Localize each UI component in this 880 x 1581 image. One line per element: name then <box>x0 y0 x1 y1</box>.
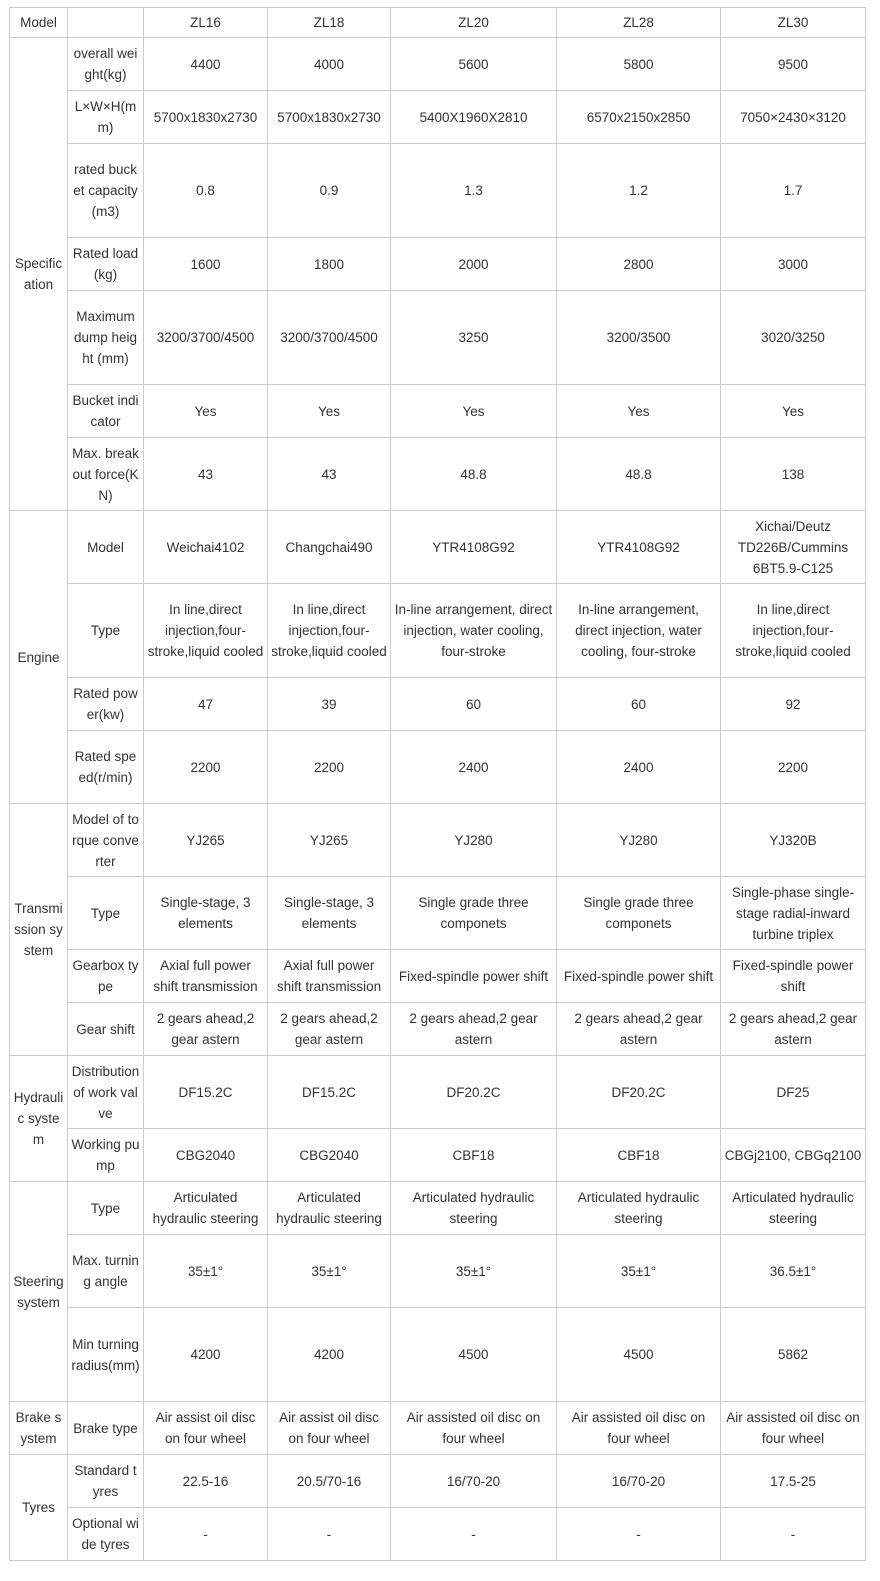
row-label: Type <box>68 584 144 678</box>
value-cell: 22.5-16 <box>144 1455 268 1508</box>
value-cell: Yes <box>557 385 721 438</box>
value-cell: 2000 <box>391 238 557 291</box>
value-cell: CBG2040 <box>268 1129 391 1182</box>
header-row <box>10 8 866 38</box>
value-cell: YJ265 <box>144 804 268 877</box>
table-row <box>10 511 866 584</box>
value-cell: Air assisted oil disc on four wheel <box>391 1402 557 1455</box>
spec-body <box>10 38 866 1561</box>
value-cell: 4200 <box>144 1308 268 1402</box>
value-cell: YJ265 <box>268 804 391 877</box>
table-row <box>10 91 866 144</box>
value-cell: 5700x1830x2730 <box>268 91 391 144</box>
value-cell: DF25 <box>721 1056 866 1129</box>
value-cell: Yes <box>391 385 557 438</box>
value-cell: 36.5±1° <box>721 1235 866 1308</box>
table-row <box>10 877 866 950</box>
row-label: Standard tyres <box>68 1455 144 1508</box>
value-cell: - <box>391 1508 557 1561</box>
value-cell: Axial full power shift transmission <box>144 950 268 1003</box>
value-cell: 3200/3700/4500 <box>144 291 268 385</box>
value-cell: Single grade three componets <box>391 877 557 950</box>
table-row <box>10 584 866 678</box>
value-cell: Yes <box>144 385 268 438</box>
value-cell: CBF18 <box>557 1129 721 1182</box>
value-cell: 2 gears ahead,2 gear astern <box>721 1003 866 1056</box>
value-cell: 2 gears ahead,2 gear astern <box>144 1003 268 1056</box>
value-cell: DF20.2C <box>557 1056 721 1129</box>
value-cell: 2400 <box>391 731 557 804</box>
header-model-zl16: ZL16 <box>144 8 268 38</box>
group-label: Brake system <box>10 1402 68 1455</box>
row-label: Type <box>68 1182 144 1235</box>
value-cell: 47 <box>144 678 268 731</box>
table-row <box>10 1003 866 1056</box>
header-model-zl18: ZL18 <box>268 8 391 38</box>
table-row <box>10 144 866 238</box>
value-cell: Single-phase single-stage radial-inward turbine triplex <box>721 877 866 950</box>
value-cell: 39 <box>268 678 391 731</box>
table-row <box>10 950 866 1003</box>
value-cell: Yes <box>721 385 866 438</box>
value-cell: 4000 <box>268 38 391 91</box>
value-cell: 0.8 <box>144 144 268 238</box>
value-cell: 35±1° <box>557 1235 721 1308</box>
header-blank-cell <box>68 8 144 38</box>
header-model-zl30: ZL30 <box>721 8 866 38</box>
value-cell: In line,direct injection,four-stroke,liquid cooled <box>721 584 866 678</box>
value-cell: YJ280 <box>557 804 721 877</box>
value-cell: 60 <box>557 678 721 731</box>
value-cell: 4500 <box>391 1308 557 1402</box>
table-row <box>10 238 866 291</box>
row-label: Distribution of work valve <box>68 1056 144 1129</box>
value-cell: DF15.2C <box>268 1056 391 1129</box>
value-cell: 5862 <box>721 1308 866 1402</box>
value-cell: 5400X1960X2810 <box>391 91 557 144</box>
table-row <box>10 678 866 731</box>
value-cell: 16/70-20 <box>557 1455 721 1508</box>
value-cell: 1600 <box>144 238 268 291</box>
value-cell: 60 <box>391 678 557 731</box>
row-label: overall weight(kg) <box>68 38 144 91</box>
table-row <box>10 1235 866 1308</box>
value-cell: Weichai4102 <box>144 511 268 584</box>
header-model-cell: Model <box>10 8 68 38</box>
value-cell: 35±1° <box>268 1235 391 1308</box>
table-row <box>10 1455 866 1508</box>
value-cell: 6570x2150x2850 <box>557 91 721 144</box>
value-cell: 2 gears ahead,2 gear astern <box>391 1003 557 1056</box>
value-cell: Air assisted oil disc on four wheel <box>721 1402 866 1455</box>
value-cell: 9500 <box>721 38 866 91</box>
table-row <box>10 385 866 438</box>
row-label: L×W×H(mm) <box>68 91 144 144</box>
value-cell: In line,direct injection,four-stroke,liquid cooled <box>268 584 391 678</box>
value-cell: 3000 <box>721 238 866 291</box>
value-cell: - <box>268 1508 391 1561</box>
table-row <box>10 1402 866 1455</box>
value-cell: DF20.2C <box>391 1056 557 1129</box>
value-cell: 138 <box>721 438 866 511</box>
row-label: rated bucket capacity(m3) <box>68 144 144 238</box>
table-row <box>10 804 866 877</box>
value-cell: 0.9 <box>268 144 391 238</box>
value-cell: 5600 <box>391 38 557 91</box>
header-model-zl20: ZL20 <box>391 8 557 38</box>
table-row <box>10 1308 866 1402</box>
table-row <box>10 1129 866 1182</box>
row-label: Optional wide tyres <box>68 1508 144 1561</box>
value-cell: 2 gears ahead,2 gear astern <box>268 1003 391 1056</box>
value-cell: - <box>144 1508 268 1561</box>
value-cell: 3020/3250 <box>721 291 866 385</box>
row-label: Rated load(kg) <box>68 238 144 291</box>
spec-table <box>9 7 866 1561</box>
value-cell: Articulated hydraulic steering <box>721 1182 866 1235</box>
table-row <box>10 731 866 804</box>
value-cell: Fixed-spindle power shift <box>721 950 866 1003</box>
value-cell: 43 <box>144 438 268 511</box>
value-cell: 1.2 <box>557 144 721 238</box>
value-cell: 2200 <box>268 731 391 804</box>
value-cell: 35±1° <box>391 1235 557 1308</box>
value-cell: Changchai490 <box>268 511 391 584</box>
value-cell: In line,direct injection,four-stroke,liquid cooled <box>144 584 268 678</box>
value-cell: 2200 <box>721 731 866 804</box>
value-cell: 3250 <box>391 291 557 385</box>
value-cell: - <box>721 1508 866 1561</box>
value-cell: DF15.2C <box>144 1056 268 1129</box>
table-row <box>10 291 866 385</box>
value-cell: 48.8 <box>557 438 721 511</box>
group-label: Hydraulic system <box>10 1056 68 1182</box>
value-cell: 43 <box>268 438 391 511</box>
group-label: Engine <box>10 511 68 804</box>
value-cell: 4500 <box>557 1308 721 1402</box>
value-cell: 35±1° <box>144 1235 268 1308</box>
value-cell: In-line arrangement, direct injection, water cooling, four-stroke <box>557 584 721 678</box>
row-label: Working pump <box>68 1129 144 1182</box>
group-label: Transmission system <box>10 804 68 1056</box>
table-row <box>10 1182 866 1235</box>
value-cell: YJ280 <box>391 804 557 877</box>
value-cell: 92 <box>721 678 866 731</box>
header-model-zl28: ZL28 <box>557 8 721 38</box>
value-cell: Fixed-spindle power shift <box>391 950 557 1003</box>
row-label: Gearbox type <box>68 950 144 1003</box>
row-label: Rated power(kw) <box>68 678 144 731</box>
row-label: Bucket indicator <box>68 385 144 438</box>
value-cell: 2400 <box>557 731 721 804</box>
value-cell: CBGj2100, CBGq2100 <box>721 1129 866 1182</box>
table-row <box>10 1508 866 1561</box>
value-cell: 3200/3700/4500 <box>268 291 391 385</box>
value-cell: - <box>557 1508 721 1561</box>
value-cell: YTR4108G92 <box>391 511 557 584</box>
row-label: Model <box>68 511 144 584</box>
value-cell: 17.5-25 <box>721 1455 866 1508</box>
value-cell: Air assist oil disc on four wheel <box>144 1402 268 1455</box>
value-cell: Yes <box>268 385 391 438</box>
row-label: Maximum dump height (mm) <box>68 291 144 385</box>
value-cell: 4200 <box>268 1308 391 1402</box>
row-label: Max. breakout force(KN) <box>68 438 144 511</box>
value-cell: Single-stage, 3 elements <box>144 877 268 950</box>
value-cell: 1.7 <box>721 144 866 238</box>
value-cell: CBG2040 <box>144 1129 268 1182</box>
group-label: Specification <box>10 38 68 511</box>
value-cell: 4400 <box>144 38 268 91</box>
value-cell: 1.3 <box>391 144 557 238</box>
value-cell: 7050×2430×3120 <box>721 91 866 144</box>
table-row <box>10 38 866 91</box>
value-cell: Single grade three componets <box>557 877 721 950</box>
value-cell: 20.5/70-16 <box>268 1455 391 1508</box>
value-cell: Air assisted oil disc on four wheel <box>557 1402 721 1455</box>
group-label: Tyres <box>10 1455 68 1561</box>
row-label: Min turning radius(mm) <box>68 1308 144 1402</box>
value-cell: Xichai/Deutz TD226B/Cummins 6BT5.9-C125 <box>721 511 866 584</box>
value-cell: In-line arrangement, direct injection, water cooling, four-stroke <box>391 584 557 678</box>
value-cell: CBF18 <box>391 1129 557 1182</box>
value-cell: Air assist oil disc on four wheel <box>268 1402 391 1455</box>
value-cell: Fixed-spindle power shift <box>557 950 721 1003</box>
group-label: Steering system <box>10 1182 68 1402</box>
row-label: Rated speed(r/min) <box>68 731 144 804</box>
value-cell: Articulated hydraulic steering <box>557 1182 721 1235</box>
value-cell: Articulated hydraulic steering <box>391 1182 557 1235</box>
value-cell: 2 gears ahead,2 gear astern <box>557 1003 721 1056</box>
row-label: Type <box>68 877 144 950</box>
value-cell: YJ320B <box>721 804 866 877</box>
value-cell: Single-stage, 3 elements <box>268 877 391 950</box>
value-cell: 16/70-20 <box>391 1455 557 1508</box>
table-row <box>10 1056 866 1129</box>
row-label: Gear shift <box>68 1003 144 1056</box>
value-cell: Articulated hydraulic steering <box>144 1182 268 1235</box>
value-cell: 5700x1830x2730 <box>144 91 268 144</box>
row-label: Max. turning angle <box>68 1235 144 1308</box>
value-cell: YTR4108G92 <box>557 511 721 584</box>
value-cell: Axial full power shift transmission <box>268 950 391 1003</box>
value-cell: 2800 <box>557 238 721 291</box>
row-label: Model of torque converter <box>68 804 144 877</box>
value-cell: 5800 <box>557 38 721 91</box>
row-label: Brake type <box>68 1402 144 1455</box>
value-cell: 48.8 <box>391 438 557 511</box>
value-cell: 1800 <box>268 238 391 291</box>
value-cell: 2200 <box>144 731 268 804</box>
value-cell: Articulated hydraulic steering <box>268 1182 391 1235</box>
table-row <box>10 438 866 511</box>
value-cell: 3200/3500 <box>557 291 721 385</box>
